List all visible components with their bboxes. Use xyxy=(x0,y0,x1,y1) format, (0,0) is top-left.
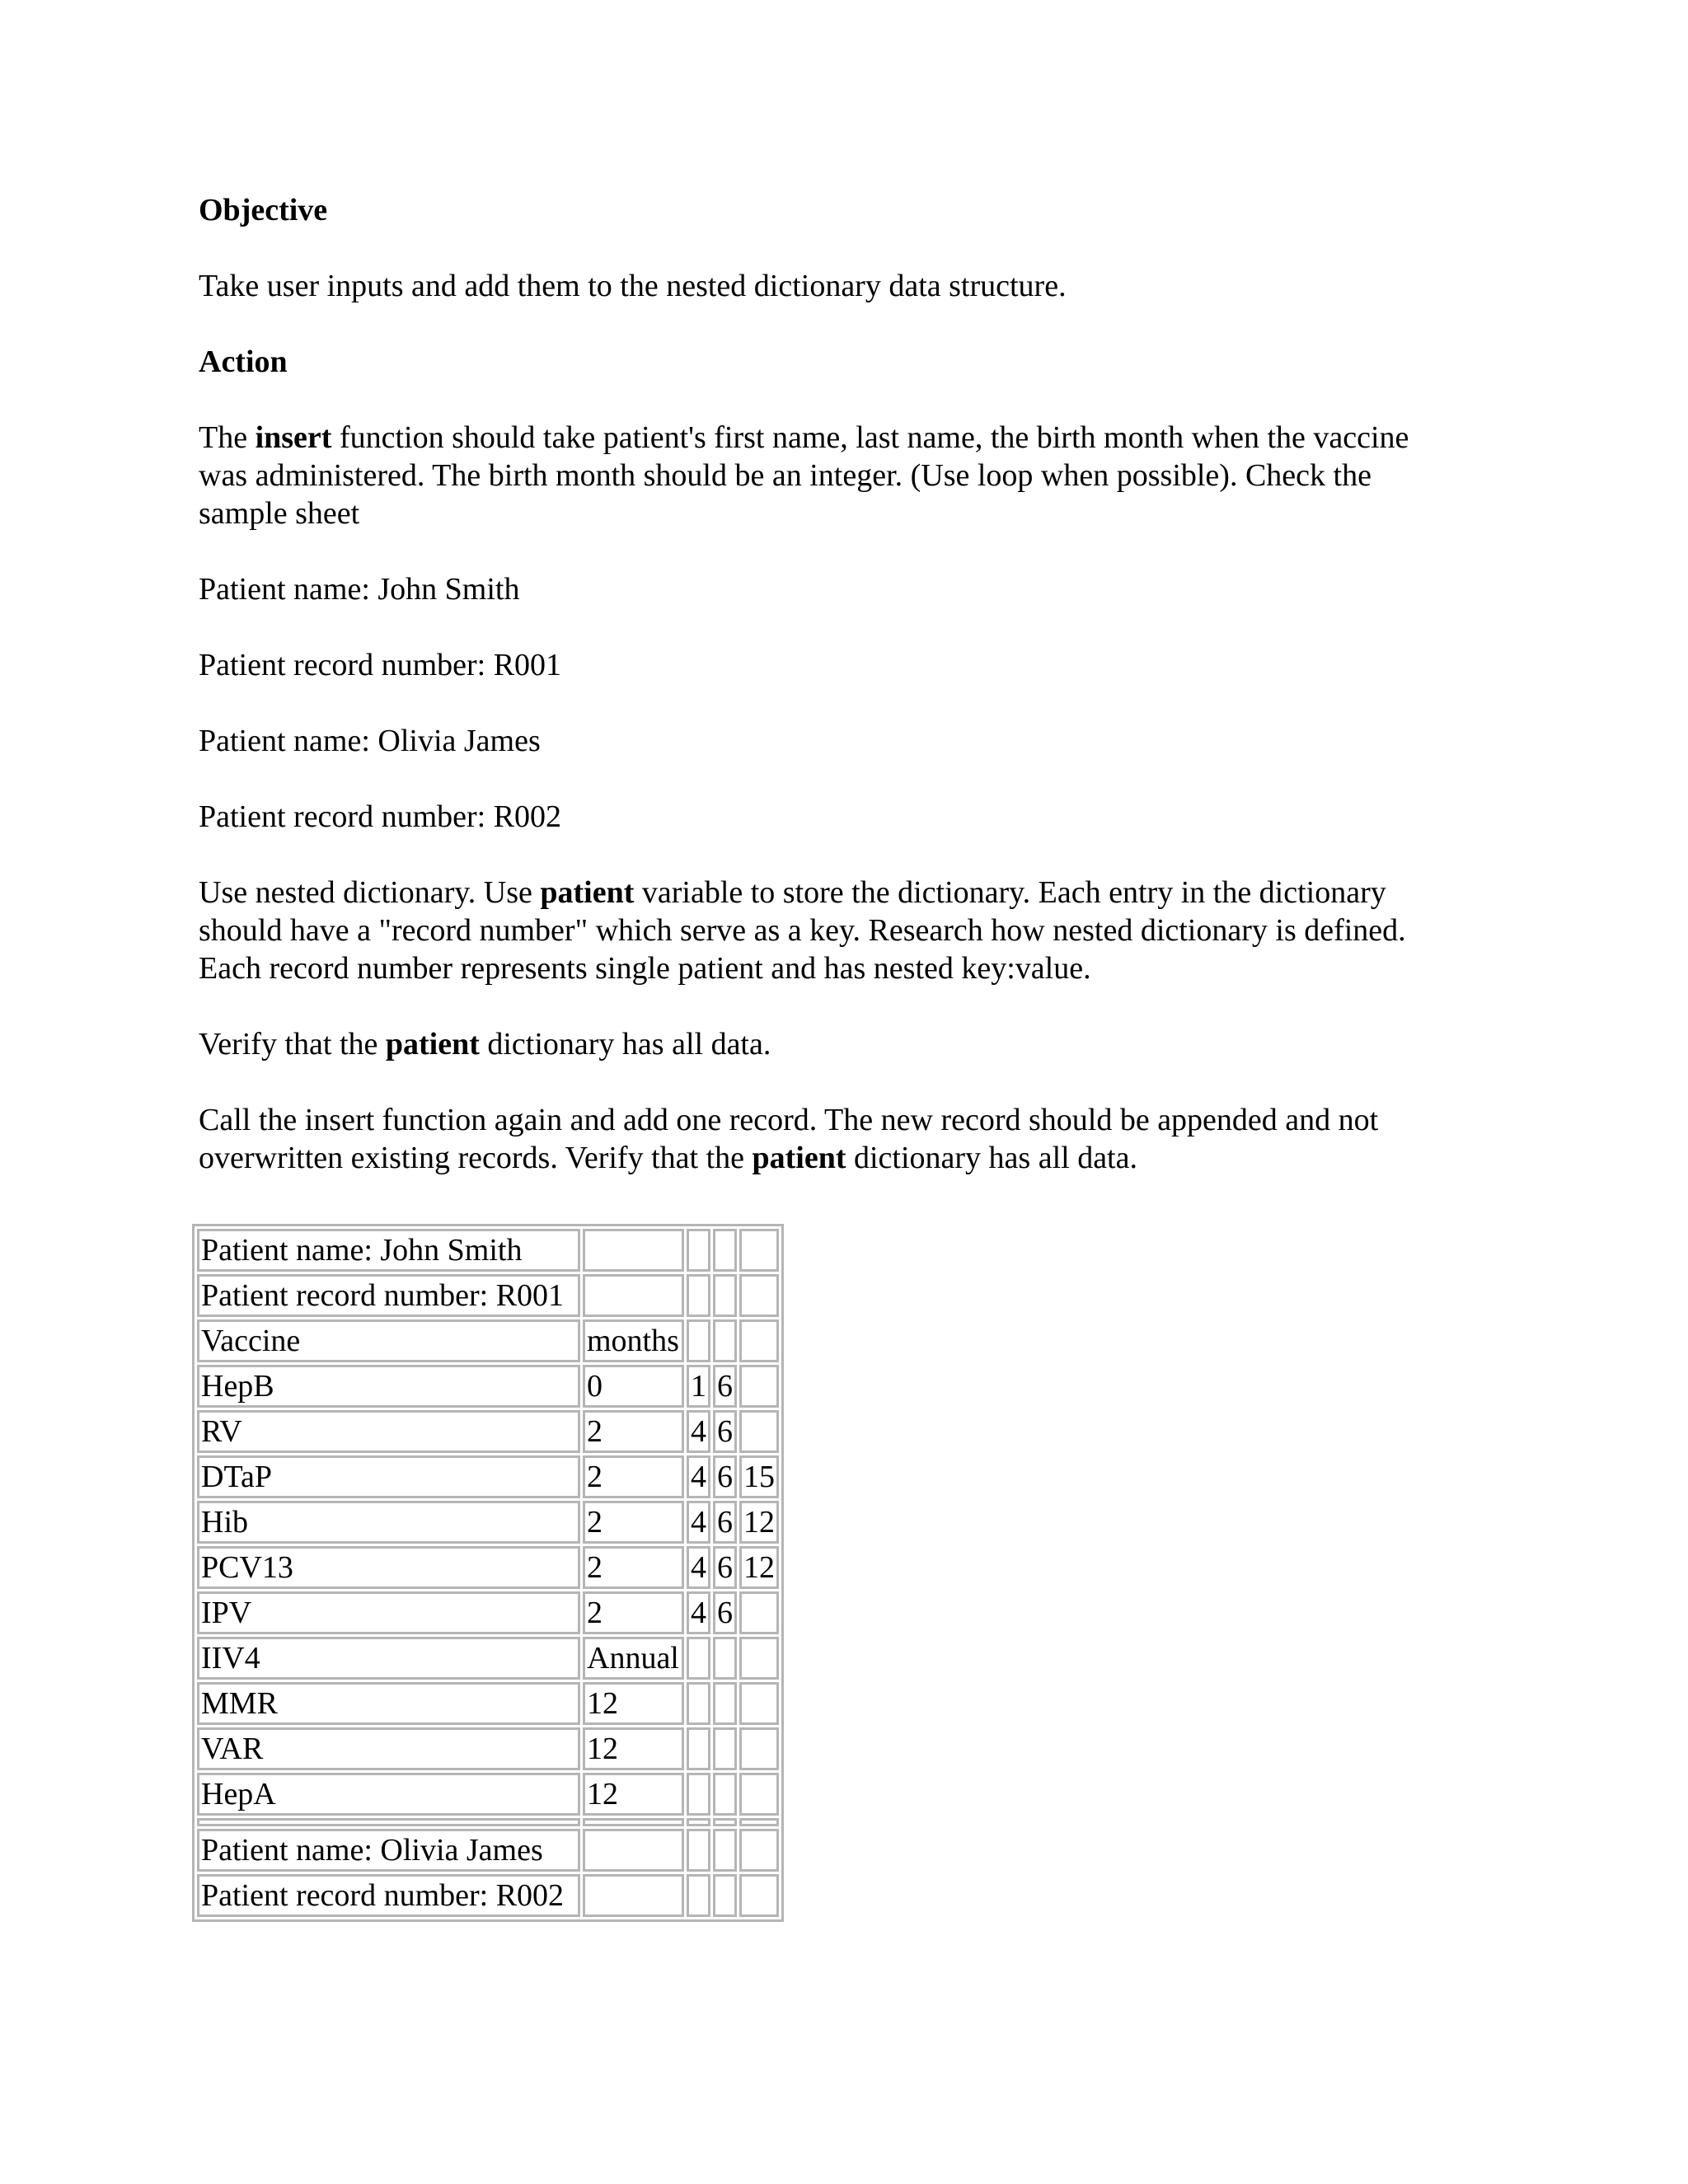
verify-instruction xyxy=(199,1025,1517,1063)
text-line: should have a "record number" which serve as a key. Research how nested dictionary is defined. xyxy=(199,913,1406,948)
table-cell: 2 xyxy=(583,1546,684,1589)
table-cell: IPV xyxy=(197,1591,580,1634)
table-cell: 4 xyxy=(687,1410,710,1453)
table-cell xyxy=(713,1229,737,1272)
table-cell xyxy=(687,1637,710,1680)
table-cell xyxy=(739,1274,779,1317)
table-cell: months xyxy=(583,1319,684,1362)
table-separator-row xyxy=(197,1818,779,1826)
table-row xyxy=(197,1501,779,1544)
table-cell: 4 xyxy=(687,1501,710,1544)
table-cell xyxy=(583,1229,684,1272)
table-cell xyxy=(739,1682,779,1725)
table-row xyxy=(197,1682,779,1725)
table-cell: Patient record number: R002 xyxy=(197,1874,580,1917)
nested-dictionary-instructions xyxy=(199,874,1517,987)
table-cell: VAR xyxy=(197,1727,580,1770)
table-cell: 12 xyxy=(739,1546,779,1589)
separator-cell xyxy=(197,1818,580,1826)
table-cell: 1 xyxy=(687,1365,710,1408)
table-row xyxy=(197,1591,779,1634)
table-cell: 4 xyxy=(687,1546,710,1589)
text-run: variable to store the dictionary. Each entry in the dictionary xyxy=(634,875,1386,910)
table-row xyxy=(197,1455,779,1498)
table-cell: 6 xyxy=(713,1546,737,1589)
table-row xyxy=(197,1274,779,1317)
sample-sheet xyxy=(192,1224,784,1922)
table-cell xyxy=(713,1637,737,1680)
table-cell xyxy=(687,1727,710,1770)
bold-term: patient xyxy=(540,875,635,910)
table-cell xyxy=(713,1727,737,1770)
text-line: Each record number represents single patient and has nested key:value. xyxy=(199,951,1091,986)
table-cell: 2 xyxy=(583,1591,684,1634)
text-line: was administered. The birth month should be an integer. (Use loop when possible). Check the xyxy=(199,458,1372,493)
objective-heading: Objective xyxy=(199,193,328,227)
table-cell xyxy=(687,1773,710,1816)
table-cell xyxy=(713,1874,737,1917)
table-cell xyxy=(687,1874,710,1917)
table-row xyxy=(197,1229,779,1272)
table-cell xyxy=(713,1829,737,1872)
table-cell xyxy=(583,1274,684,1317)
table-cell: 4 xyxy=(687,1591,710,1634)
table-cell xyxy=(739,1829,779,1872)
table-cell: MMR xyxy=(197,1682,580,1725)
table-cell: 0 xyxy=(583,1365,684,1408)
action-heading: Action xyxy=(199,344,288,379)
table-cell xyxy=(713,1274,737,1317)
table-row xyxy=(197,1365,779,1408)
table-row xyxy=(197,1319,779,1362)
text-run: dictionary has all data. xyxy=(846,1141,1137,1175)
patient2-record: Patient record number: R002 xyxy=(199,799,562,834)
table-cell xyxy=(687,1274,710,1317)
table-row xyxy=(197,1637,779,1680)
table-cell: 6 xyxy=(713,1455,737,1498)
table-cell: 12 xyxy=(583,1773,684,1816)
table-cell: Vaccine xyxy=(197,1319,580,1362)
table-cell xyxy=(713,1773,737,1816)
separator-cell xyxy=(687,1818,710,1826)
table-cell xyxy=(739,1229,779,1272)
table-cell xyxy=(739,1591,779,1634)
text-line: Call the insert function again and add one record. The new record should be appended and not xyxy=(199,1103,1379,1137)
table-row xyxy=(197,1410,779,1453)
text-run: Verify that the xyxy=(199,1027,386,1062)
table-cell xyxy=(713,1682,737,1725)
table-cell: Hib xyxy=(197,1501,580,1544)
table-cell: 2 xyxy=(583,1455,684,1498)
table-cell xyxy=(687,1682,710,1725)
text-run: dictionary has all data. xyxy=(479,1027,771,1062)
table-cell: Patient name: Olivia James xyxy=(197,1829,580,1872)
table-row xyxy=(197,1874,779,1917)
table-cell: Patient record number: R001 xyxy=(197,1274,580,1317)
table-cell: 6 xyxy=(713,1365,737,1408)
text-run: overwritten existing records. Verify that the xyxy=(199,1141,753,1175)
table-cell: 6 xyxy=(713,1410,737,1453)
text-run: The xyxy=(199,420,256,455)
bold-term: insert xyxy=(255,420,332,455)
bold-term: patient xyxy=(385,1027,480,1062)
separator-cell xyxy=(583,1818,684,1826)
insert-instructions xyxy=(199,419,1517,532)
text-run: function should take patient's first name, last name, the birth month when the vaccine xyxy=(331,420,1409,455)
table-cell xyxy=(583,1829,684,1872)
table-cell: 2 xyxy=(583,1501,684,1544)
patient1-record: Patient record number: R001 xyxy=(199,648,562,682)
table-cell: 2 xyxy=(583,1410,684,1453)
text-run: Use nested dictionary. Use xyxy=(199,875,541,910)
table-cell: 12 xyxy=(583,1727,684,1770)
table-cell xyxy=(739,1319,779,1362)
table-cell: IIV4 xyxy=(197,1637,580,1680)
table-cell: Patient name: John Smith xyxy=(197,1229,580,1272)
patient2-name: Patient name: Olivia James xyxy=(199,724,541,758)
table-cell xyxy=(583,1874,684,1917)
document-body xyxy=(199,191,1517,1177)
append-instruction xyxy=(199,1101,1517,1177)
table-row xyxy=(197,1546,779,1589)
table-cell: 6 xyxy=(713,1591,737,1634)
table-cell: RV xyxy=(197,1410,580,1453)
text-line: sample sheet xyxy=(199,496,360,531)
table-cell xyxy=(687,1229,710,1272)
bold-term: patient xyxy=(752,1141,846,1175)
table-cell xyxy=(739,1874,779,1917)
table-cell: PCV13 xyxy=(197,1546,580,1589)
table-row xyxy=(197,1727,779,1770)
table-cell xyxy=(739,1365,779,1408)
separator-cell xyxy=(739,1818,779,1826)
table-cell: 12 xyxy=(739,1501,779,1544)
table-row xyxy=(197,1829,779,1872)
table-cell: 4 xyxy=(687,1455,710,1498)
table-cell xyxy=(739,1773,779,1816)
table-cell: Annual xyxy=(583,1637,684,1680)
table-cell: DTaP xyxy=(197,1455,580,1498)
table-cell: 15 xyxy=(739,1455,779,1498)
patient1-name: Patient name: John Smith xyxy=(199,572,520,607)
table-cell: HepA xyxy=(197,1773,580,1816)
table-cell: 12 xyxy=(583,1682,684,1725)
table-cell xyxy=(739,1410,779,1453)
table-row xyxy=(197,1773,779,1816)
separator-cell xyxy=(713,1818,737,1826)
table-cell xyxy=(739,1727,779,1770)
table-cell xyxy=(687,1829,710,1872)
table-cell xyxy=(713,1319,737,1362)
table-cell: HepB xyxy=(197,1365,580,1408)
table-cell: 6 xyxy=(713,1501,737,1544)
vaccine-schedule-table xyxy=(192,1224,784,1922)
objective-text: Take user inputs and add them to the nested dictionary data structure. xyxy=(199,269,1067,303)
table-cell xyxy=(687,1319,710,1362)
table-cell xyxy=(739,1637,779,1680)
